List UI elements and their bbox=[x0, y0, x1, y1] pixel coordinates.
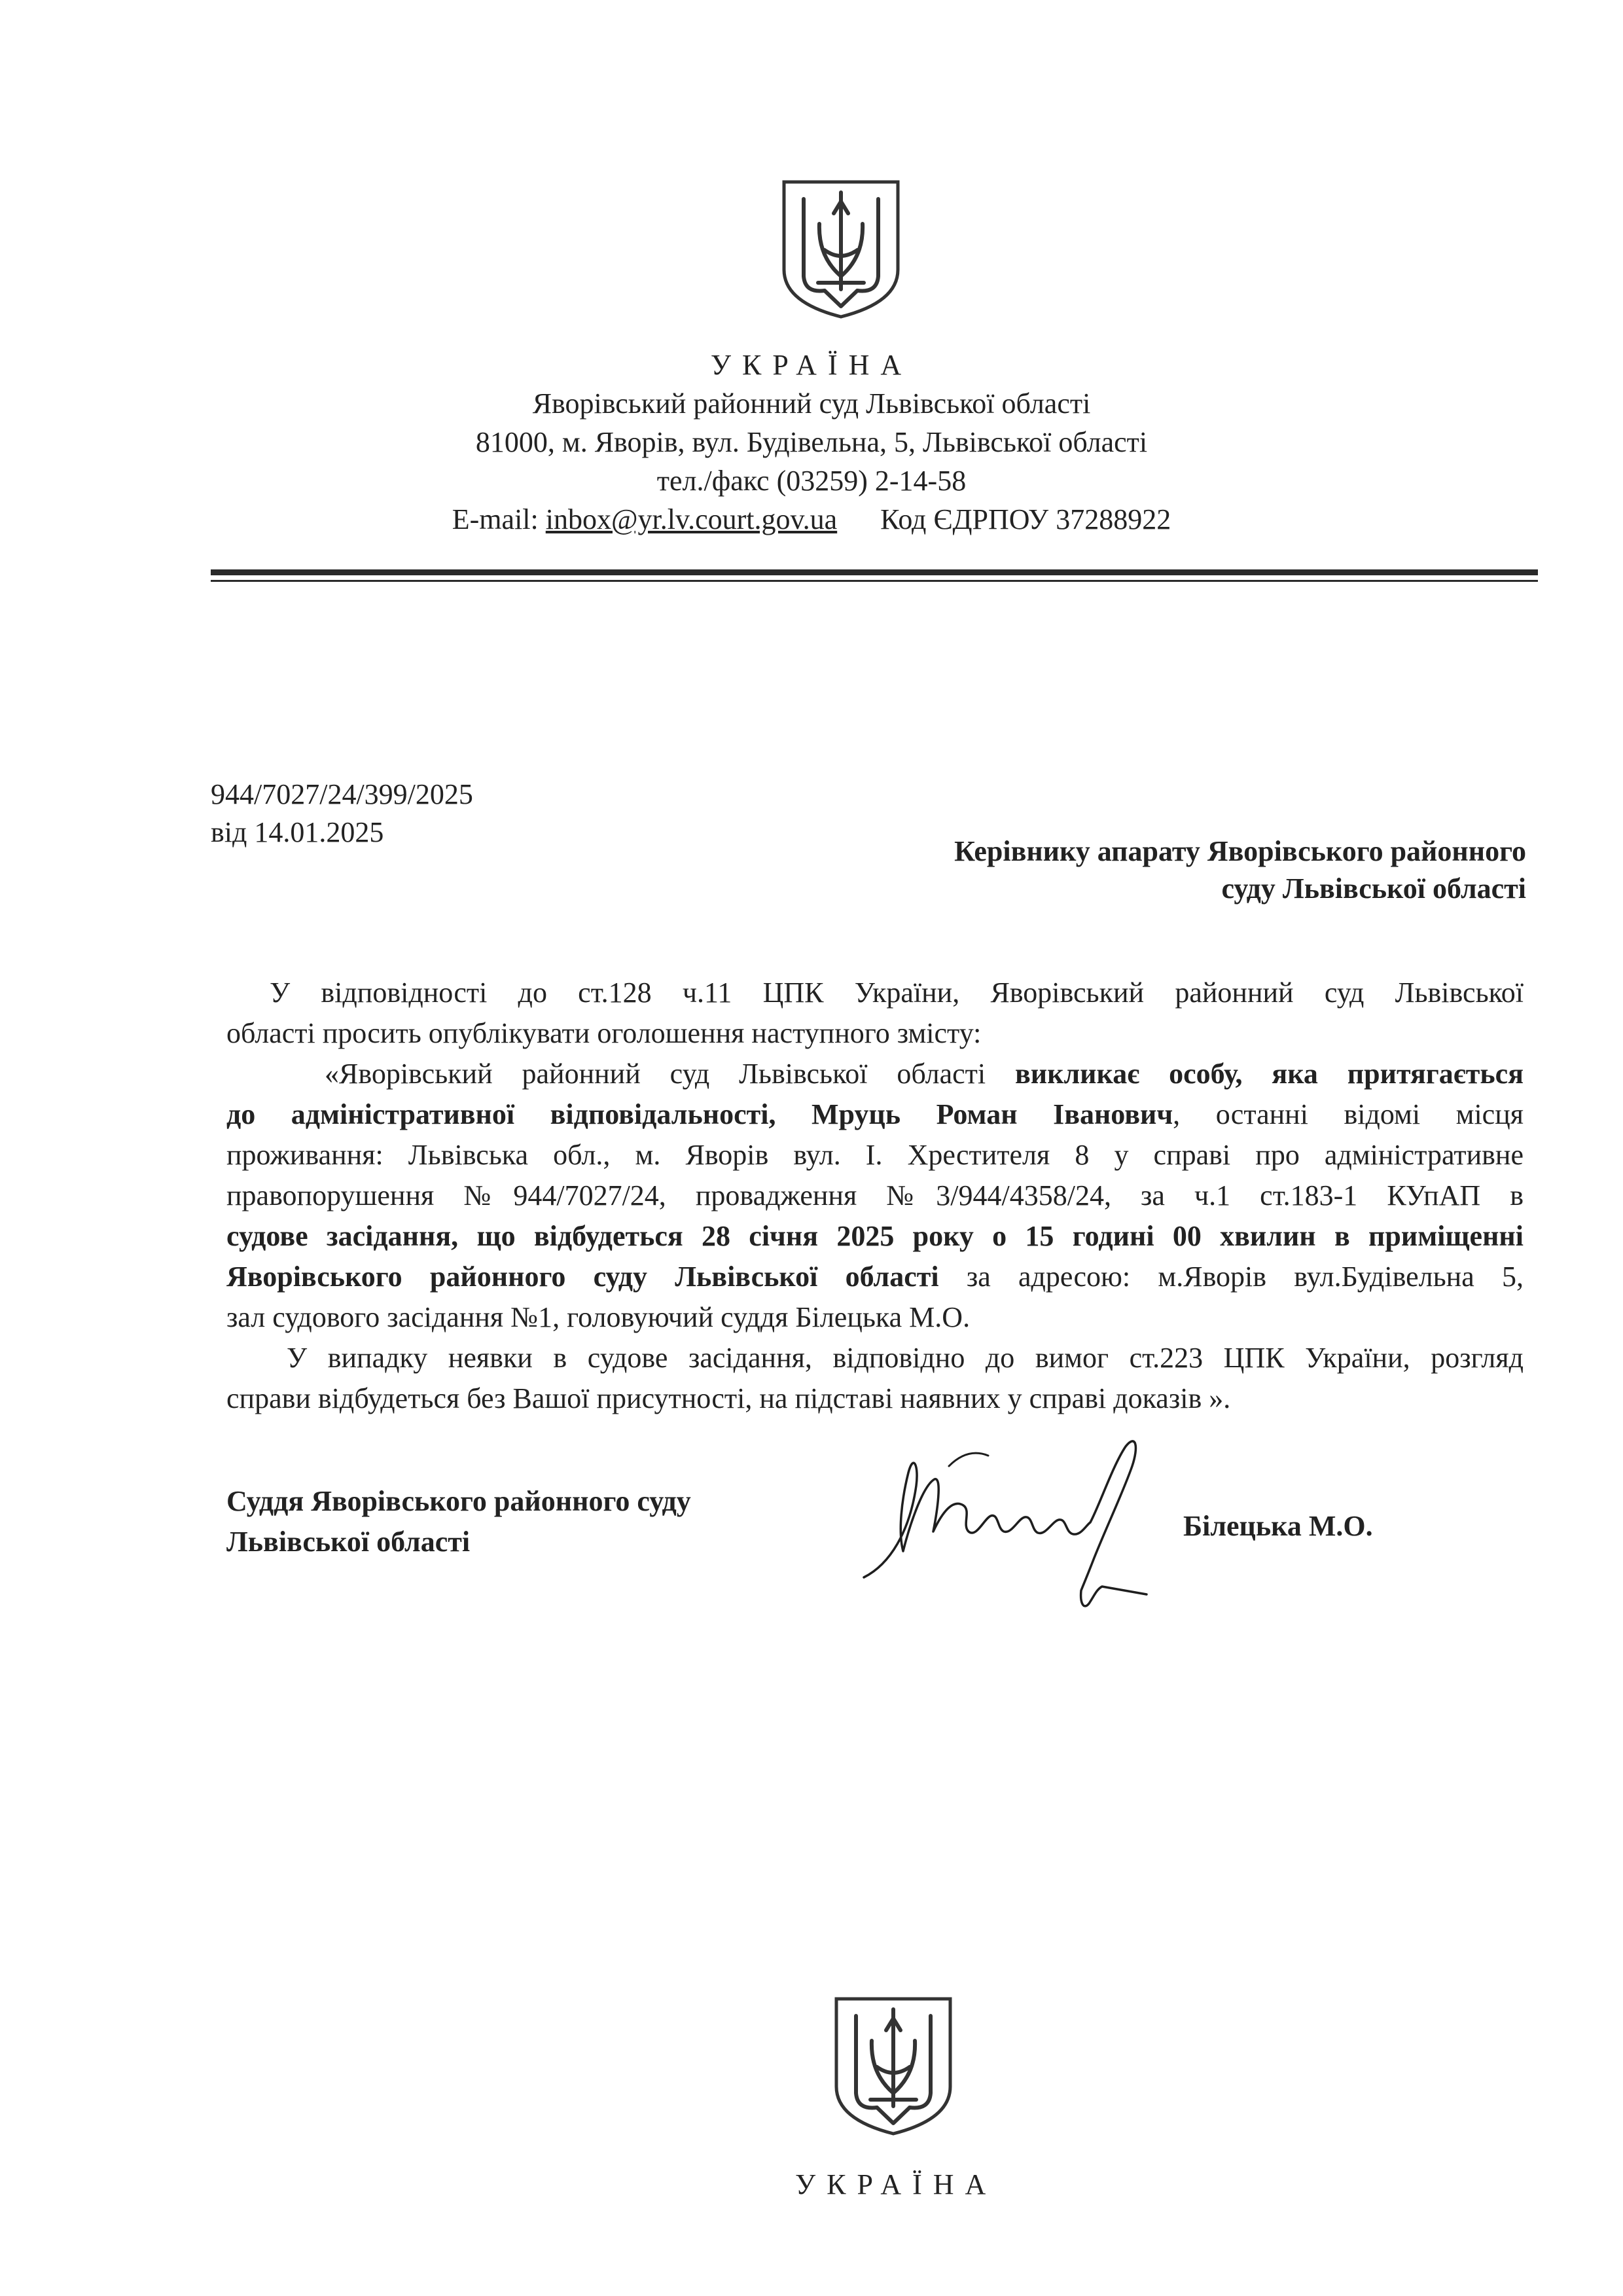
body-text-bold: до адміністративної відповідальності, Мруць Роман Іванович bbox=[226, 1098, 1173, 1130]
body-line: області просить опублікувати оголошення наступного змісту: bbox=[226, 1017, 982, 1049]
letterhead-address: 81000, м. Яворів, вул. Будівельна, 5, Львівської області bbox=[475, 426, 1148, 458]
body-line-bold: судове засідання, що відбудеться 28 січня 2025 року о 15 годині 00 хвилин в приміщенні bbox=[226, 1220, 1524, 1252]
body-paragraph-3 bbox=[226, 1338, 1524, 1419]
body-text-bold: викликає особу, яка притягається bbox=[1015, 1058, 1524, 1090]
body-line: У відповідності до ст.128 ч.11 ЦПК України, Яворівський районний суд Львівської bbox=[270, 977, 1524, 1009]
coat-of-arms-icon bbox=[831, 1995, 955, 2138]
body-line: справи відбудеться без Вашої присутності, на підставі наявних у справі доказів ». bbox=[226, 1382, 1231, 1414]
body-text: за адресою: м.Яворів вул.Будівельна 5, bbox=[938, 1261, 1524, 1293]
email-link[interactable]: inbox@yr.lv.court.gov.ua bbox=[545, 503, 838, 535]
reference-number: 944/7027/24/399/2025 bbox=[211, 778, 473, 810]
signatory-title-line-2: Львівської області bbox=[226, 1526, 471, 1558]
body-text: , останні відомі місця bbox=[1173, 1098, 1524, 1130]
letterhead-phone: тел./факс (03259) 2-14-58 bbox=[656, 465, 967, 497]
body-line bbox=[226, 1054, 1524, 1094]
body-line: У випадку неявки в судове засідання, відповідно до вимог ст.223 ЦПК України, розгляд bbox=[287, 1342, 1524, 1374]
letterhead-contacts bbox=[0, 505, 1623, 534]
body-line: зал судового засідання №1, головуючий суддя Білецька М.О. bbox=[226, 1301, 971, 1333]
body-paragraph-1 bbox=[226, 973, 1524, 1054]
signatory-title-line-1: Суддя Яворівського районного суду bbox=[226, 1485, 691, 1517]
body-line: проживання: Львівська обл., м. Яворів вул. І. Хрестителя 8 у справі про адміністративне bbox=[226, 1139, 1524, 1171]
coat-of-arms-icon bbox=[779, 178, 903, 321]
body-text-bold: Яворівського районного суду Львівської області bbox=[226, 1261, 939, 1293]
addressee-line-1: Керівнику апарату Яворівського районного bbox=[954, 835, 1526, 867]
signatory-name: Білецька М.О. bbox=[1183, 1510, 1373, 1542]
body-text: «Яворівський районний суд Львівської області bbox=[325, 1058, 986, 1090]
addressee-line-2: суду Львівської області bbox=[1221, 872, 1526, 905]
header-divider-thin bbox=[211, 580, 1538, 582]
body-line bbox=[226, 1257, 1524, 1297]
reference-date: від 14.01.2025 bbox=[211, 816, 384, 848]
header-divider-thick bbox=[211, 569, 1538, 575]
body-line: правопорушення №944/7027/24, провадження №3/944/4358/24, за ч.1 ст.183-1 КУпАП в bbox=[226, 1179, 1524, 1211]
letterhead-country: УКРАЇНА bbox=[710, 349, 913, 381]
footer-country: УКРАЇНА bbox=[795, 2168, 997, 2200]
edrpou-code: Код ЄДРПОУ 37288922 bbox=[880, 503, 1171, 535]
body-paragraph-2 bbox=[226, 1054, 1524, 1338]
handwritten-signature bbox=[851, 1427, 1165, 1623]
email-label: E-mail: bbox=[452, 503, 539, 535]
body-line bbox=[226, 1094, 1524, 1135]
letterhead-court-name: Яворівський районний суд Львівської області bbox=[532, 387, 1091, 420]
